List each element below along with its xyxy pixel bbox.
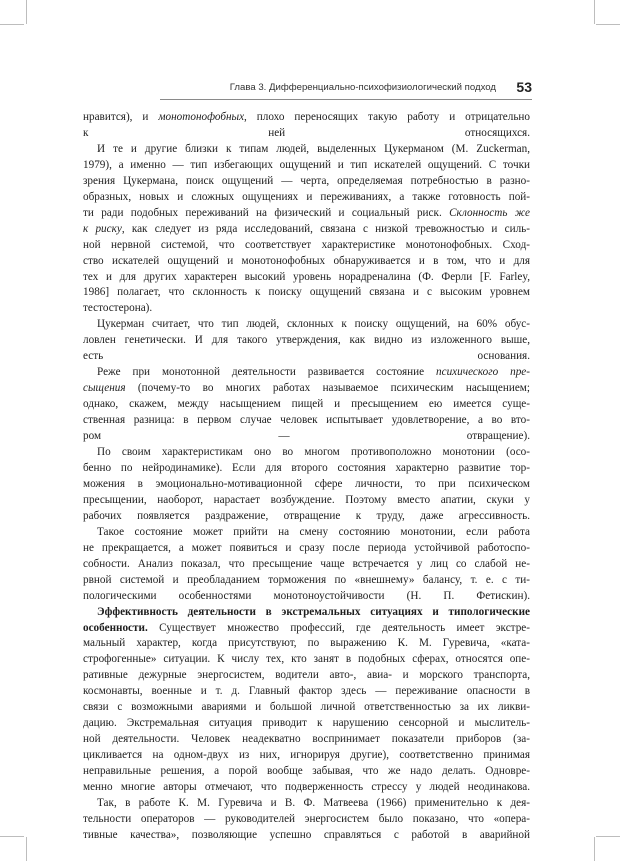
crop-mark-bottom-right-h xyxy=(596,836,620,837)
text-line: Цукерман считает, что тип людей, склонных к поиску ощущений, на 60% обус- xyxy=(97,318,530,331)
crop-mark-bottom-left-h xyxy=(0,836,24,837)
text-line: к ней относящихся. xyxy=(83,126,530,139)
paragraph xyxy=(83,445,530,525)
text-line: 1986] полагает, что склонность к поиску ощущений связана и с высоким уровнем xyxy=(83,286,530,299)
text-line: ной деятельности. Человек неадекватно воспринимает показатели приборов (за- xyxy=(83,733,530,746)
page-number: 53 xyxy=(516,79,532,95)
text-line: неправильные решения, а порой вообще забывая, что же надо делать. Одновре- xyxy=(83,765,530,778)
text-line: строфогенные» ситуации. К числу тех, кто занят в подобных сферах, относятся опе- xyxy=(83,653,530,666)
text-line: цикливается на одном-двух из них, игнорируя другие), соответственно принимая xyxy=(83,749,530,762)
paragraph xyxy=(83,365,530,445)
text-line: не прекращается, а может появиться и сразу после периода устойчивой работоспо- xyxy=(83,541,530,554)
text-line: По своим характеристикам оно во многом противоположно монотонии (осо- xyxy=(97,446,530,459)
page-body xyxy=(83,110,530,844)
text-line: Реже при монотонной деятельности развивается состояние психического пре- xyxy=(97,366,530,379)
text-line: есть основания. xyxy=(83,350,530,363)
text-line: рабочих появляется раздражение, отвращение к труду, даже агрессивность. xyxy=(83,509,530,522)
paragraph xyxy=(83,525,530,605)
text-line: ственная разница: в первом случае человек испытывает удовлетворение, а во вто- xyxy=(83,414,530,427)
text-line: космонавты, военные и т. д. Главный фактор здесь — переживание опасности в xyxy=(83,685,530,698)
text-line: ной нервной системой, что соответствует характеристике монотонофобных. Сход- xyxy=(83,238,530,251)
crop-mark-top-right-v xyxy=(594,0,595,24)
running-header xyxy=(160,79,532,99)
text-line: ти ради подобных переживаний на физический и социальный риск. Склонность же xyxy=(83,206,530,219)
text-line: менно многие авторы отмечают, что подверженность стрессу у людей неодинакова. xyxy=(83,781,530,794)
text-line: дацию. Экстремальная ситуация приводит к нарушению сенсорной и мыслитель- xyxy=(83,717,530,730)
text-line: собности. Анализ показал, что пресыщение чаще встречается у лиц со слабой не- xyxy=(83,557,530,570)
text-line: нравится), и монотонофобных, плохо переносящих такую работу и отрицательно xyxy=(83,111,530,123)
text-line: 1979), а именно — тип избегающих ощущений и тип искателей ощущений. С точки xyxy=(83,158,530,171)
text-line: ративные дежурные энергосистем, водители авто-, авиа- и морского транспорта, xyxy=(83,669,530,682)
text-line: Так, в работе К. М. Гуревича и В. Ф. Матвеева (1966) применительно к дея- xyxy=(97,796,530,809)
text-line: тивные качества», позволяющие успешно справляться с работой в аварийной xyxy=(83,828,530,841)
text-line: мальный характер, когда присутствуют, по выражению К. М. Гуревича, «ката- xyxy=(83,637,530,650)
paragraph xyxy=(83,605,530,796)
text-line: зрения Цукермана, поиск ощущений — черта, определяемая потребностью в разно- xyxy=(83,174,530,187)
text-line: однако, скажем, между насыщением пищей и пресыщением ею имеется суще- xyxy=(83,398,530,411)
text-line: ром — отвращение). xyxy=(83,430,530,443)
paragraph xyxy=(83,796,530,844)
text-line: бенно по нейродинамике). Если для второго состояния характерно развитие тор- xyxy=(83,461,530,474)
text-line: тестостерона). xyxy=(83,302,153,315)
text-line: пологическими особенностями монотоноустойчивости (Н. П. Фетискин). xyxy=(83,589,530,602)
text-line: пресыщении, наоборот, нарастает возбуждение. Поэтому вместо апатии, скуки у xyxy=(83,493,530,506)
text-line: связи с возможными авариями и большой личной ответственностью за их ликви- xyxy=(83,701,530,714)
crop-mark-top-right-h xyxy=(596,24,620,25)
text-line: можения в эмоционально-мотивационной сфере личности, то при психическом xyxy=(83,477,530,490)
paragraph xyxy=(83,110,530,142)
paragraph xyxy=(83,317,530,365)
text-line: тельности операторов — руководителей энергосистем было показано, что «опера- xyxy=(83,812,530,825)
paragraph xyxy=(83,142,530,317)
text-line: Такое состояние может прийти на смену состоянию монотонии, если работа xyxy=(97,525,530,538)
crop-mark-top-left-v xyxy=(26,0,27,24)
text-line: сыщения (почему-то во многих работах называемое психическим насыщением; xyxy=(83,382,530,395)
text-line: ловлен генетически. И для такого утверждения, как видно из изложенного выше, xyxy=(83,334,530,347)
text-line: ство искателей ощущений и монотонофобных обнаруживается и в том, что и для xyxy=(83,254,530,267)
crop-mark-top-left-h xyxy=(0,24,24,25)
text-line: Эффективность деятельности в экстремальных ситуациях и типологические xyxy=(97,605,530,618)
crop-mark-bottom-right-v xyxy=(594,837,595,861)
text-line: И те и другие близки к типам людей, выделенных Цукерманом (M. Zuckerman, xyxy=(97,142,530,155)
text-line: образных, новых и сложных ощущениях и переживаниях, а также готовность пой- xyxy=(83,190,530,203)
crop-mark-bottom-left-v xyxy=(26,837,27,861)
text-line: тех и для других характерен высокий уровень норадреналина (Ф. Ферли [F. Farley, xyxy=(83,270,530,283)
text-line: рвной системой и преобладанием торможения по «внешнему» балансу, т. е. с ти- xyxy=(83,573,530,586)
text-line: особенности. Существует множество профессий, где деятельность имеет экстре- xyxy=(83,621,530,634)
header-rule xyxy=(160,99,532,100)
text-line: к риску, как следует из ряда исследований, связана с низкой тревожностью и силь- xyxy=(83,222,531,235)
running-title: Глава 3. Дифференциально-психофизиологический подход xyxy=(229,82,496,93)
